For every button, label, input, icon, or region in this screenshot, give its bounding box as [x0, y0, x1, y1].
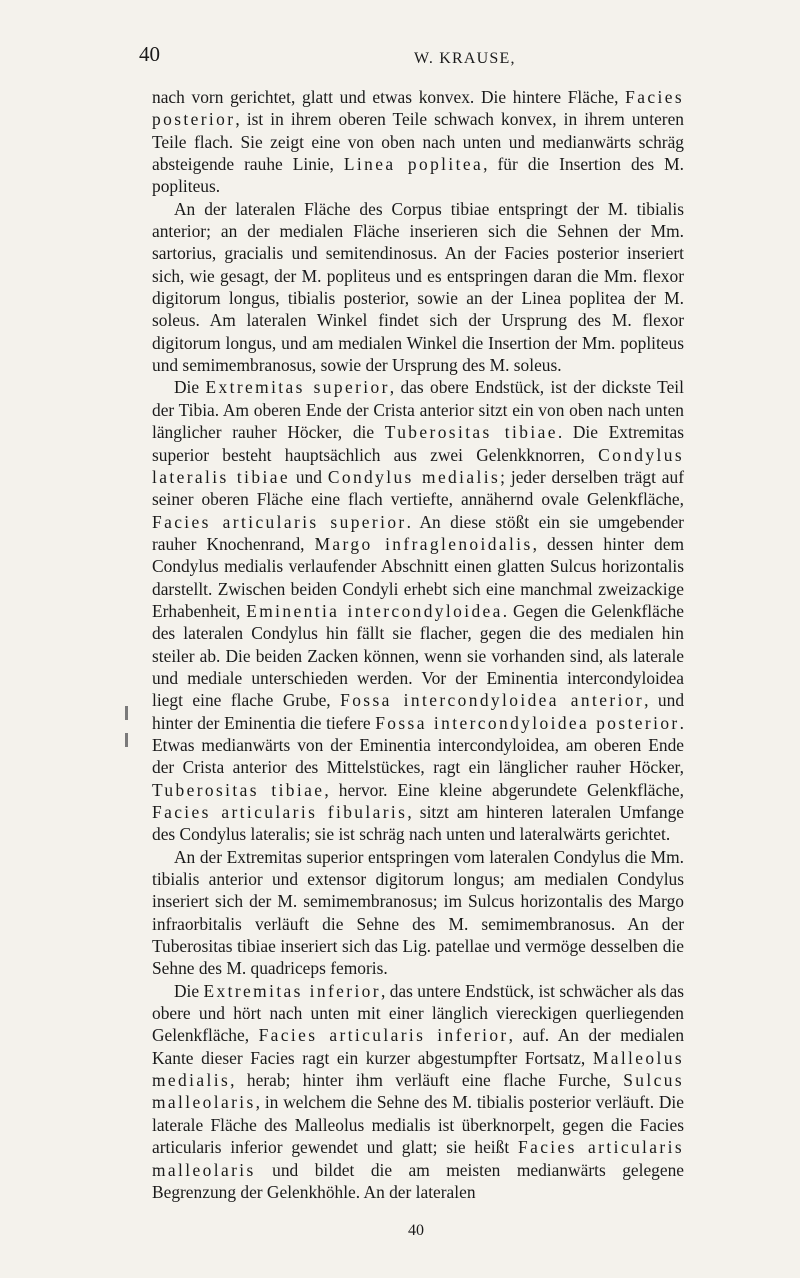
margin-mark	[125, 733, 128, 747]
anatomical-term: Facies articularis superior	[152, 511, 407, 532]
paragraph	[152, 198, 684, 377]
text-run: , und hinter der Eminentia die tiefere	[152, 690, 685, 733]
text-run: , das obere Endstück, ist der dickste Teil der Tibia. Am oberen Ende der Crista anterior sitzt ein von oben nach unten länglicher rauher Höcker, die	[152, 377, 684, 443]
margin-mark	[125, 706, 128, 720]
page-number: 40	[139, 42, 160, 66]
text-run: , hervor. Eine kleine abgerundete Gelenkfläche,	[324, 779, 684, 800]
paragraph	[152, 86, 684, 198]
footer-page-number: 40	[408, 1222, 424, 1239]
anatomical-term: Fossa intercondyloidea anterior	[340, 690, 645, 711]
paragraph	[152, 846, 684, 980]
text-run: ; jeder derselben trägt auf seiner oberen Fläche eine flach vertiefte, annähernd ovale Gelenkfläche,	[152, 466, 685, 510]
text-run: An der lateralen Fläche des Corpus tibiae entspringt der M. tibialis anterior; an der medialen Fläche inserieren sich die Sehnen der Mm. sartorius, gracialis und semitendinosus. An der Facies posterior inseriert sich, wie gesagt, der M. popliteus und es entspringen daran die Mm. flexor digitorum longus, tibialis posterior, sowie an der Linea poplitea der M. soleus. Am lateralen Winkel findet sich der Ursprung des M. flexor digitorum longus, und am medialen Winkel die Insertion der Mm. popliteus und semimembranosus, sowie der Ursprung des M. soleus.	[152, 198, 684, 376]
anatomical-term: Sulcus malleolaris	[152, 1070, 684, 1113]
anatomical-term: Tuberositas tibiae	[384, 422, 558, 443]
paragraph	[152, 376, 684, 845]
anatomical-term: Extremitas superior	[205, 377, 390, 398]
text-run: , ist in ihrem oberen Teile schwach konvex, in ihrem unteren Teile flach. Sie zeigt eine von oben nach unten und medianwärts schräg absteigende rauhe Linie,	[152, 109, 684, 175]
text-run: Die	[174, 980, 204, 1001]
anatomical-term: Facies articularis fibularis	[152, 802, 408, 822]
anatomical-term: Condylus lateralis tibiae	[152, 444, 684, 487]
anatomical-term: Fossa intercondyloidea posterior	[375, 712, 680, 733]
text-run: , herab; hinter ihm verläuft eine flache Furche,	[230, 1070, 624, 1091]
anatomical-term: Malleolus medialis	[152, 1047, 684, 1091]
paragraph	[152, 980, 684, 1203]
text-run: , dessen hinter dem Condylus medialis verlaufender Abschnitt einen glatten Sulcus horizontalis darstellt. Zwischen beiden Condyli erhebt sich eine manchmal zweizackige Erhabenheit,	[152, 533, 684, 621]
anatomical-term: Eminentia intercondyloidea	[246, 600, 503, 621]
text-run: , auf. An der medialen Kante dieser Facies ragt ein kurzer abgestumpfter Fortsatz,	[152, 1025, 685, 1068]
text-run: , sitzt am hinteren lateralen Umfange des Condylus lateralis; sie ist schräg nach unten und lateralwärts gerichtet.	[152, 802, 685, 845]
text-run: . Die Extremitas superior besteht hauptsächlich aus zwei Gelenkknorren,	[152, 422, 685, 465]
anatomical-term: Facies articularis malleolaris	[152, 1137, 684, 1180]
text-run: . An diese stößt ein sie umgebender rauher Knochenrand,	[152, 511, 684, 554]
anatomical-term: Extremitas inferior	[203, 980, 381, 1001]
text-run: , in welchem die Sehne des M. tibialis posterior verläuft. Die laterale Fläche des Malleolus medialis ist überknorpelt, gegen die Facies articularis inferior gewendet und glatt; sie heißt	[152, 1092, 684, 1158]
page-header	[0, 42, 800, 72]
text-run: nach vorn gerichtet, glatt und etwas konvex. Die hintere Fläche,	[152, 87, 626, 107]
anatomical-term: Margo infraglenoidalis	[314, 533, 533, 554]
text-run: . Gegen die Gelenkfläche des lateralen Condylus hin fällt sie flacher, gegen die des medialen hin steiler ab. Die beiden Zacken können, wenn sie vorhanden sind, als laterale und mediale unterschieden werden. Vor der Eminentia intercondyloidea liegt eine flache Grube,	[152, 600, 684, 711]
text-run: Die	[174, 377, 206, 398]
text-run: und	[289, 466, 328, 487]
text-run: , für die Insertion des M. popliteus.	[152, 154, 684, 197]
anatomical-term: Tuberositas tibiae	[152, 779, 325, 800]
text-run: . Etwas medianwärts von der Eminentia intercondyloidea, am oberen Ende der Crista anterior des Mittelstückes, ragt ein länglicher rauher Höcker,	[152, 712, 684, 778]
anatomical-term: Facies posterior	[152, 87, 684, 130]
anatomical-term: Linea poplitea	[343, 154, 484, 175]
text-run: An der Extremitas superior entspringen vom lateralen Condylus die Mm. tibialis anterior und extensor digitorum longus; am medialen Condylus inseriert sich der M. semimembranosus; im Sulcus horizontalis des Margo infraorbitalis verläuft die Sehne des M. semimembranosus. An der Tuberositas tibiae inseriert sich das Lig. patellae und vermöge desselben die Sehne des M. quadriceps femoris.	[152, 846, 684, 979]
running-head: W. KRAUSE,	[414, 50, 516, 67]
text-run: , das untere Endstück, ist schwächer als das obere und hört nach unten mit einer länglich viereckigen querliegenden Gelenkfläche,	[152, 980, 684, 1046]
anatomical-term: Facies articularis inferior	[258, 1025, 509, 1046]
anatomical-term: Condylus medialis	[327, 466, 501, 487]
text-run: und bildet die am meisten medianwärts gelegene Begrenzung der Gelenkhöhle. An der lateralen	[152, 1159, 684, 1202]
body-text	[152, 86, 684, 1203]
